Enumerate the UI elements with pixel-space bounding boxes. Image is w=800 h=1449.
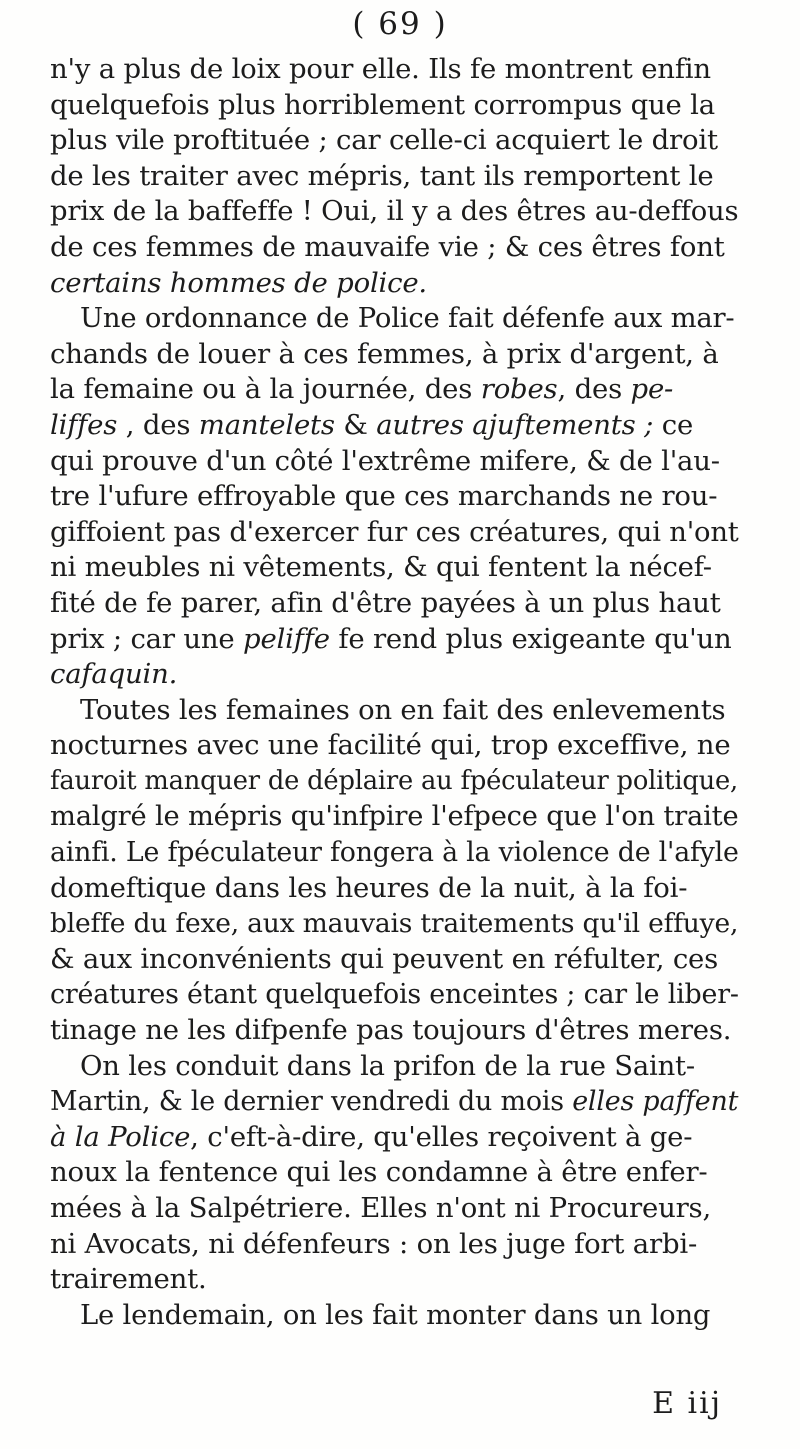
text-line <box>50 764 800 800</box>
text-line <box>50 337 800 373</box>
text-line <box>50 586 800 622</box>
text-segment: malgré le mépris qu'infpire l'efpece que l'on traite <box>50 801 739 833</box>
text-line <box>50 1049 800 1085</box>
text-line <box>50 372 800 408</box>
text-line <box>50 1120 800 1156</box>
text-segment: , des <box>557 373 631 406</box>
text-segment: de ces femmes de mauvaife vie ; & ces êtres font <box>50 230 725 263</box>
text-line <box>50 1013 800 1049</box>
text-line <box>50 230 800 266</box>
text-line <box>50 408 800 444</box>
italic-text: pe- <box>630 373 674 406</box>
text-segment: mées à la Salpétriere. Elles n'ont ni Procureurs, <box>50 1192 712 1224</box>
text-line <box>50 266 800 302</box>
text-line <box>50 515 800 551</box>
text-segment: trairement. <box>50 1263 207 1296</box>
text-segment: fe rend plus exigeante qu'un <box>329 622 732 655</box>
text-segment: , des <box>117 408 199 441</box>
text-line <box>50 1155 800 1191</box>
text-line <box>50 1227 800 1263</box>
text-line <box>50 871 800 907</box>
italic-text: à la Police <box>50 1120 191 1153</box>
text-segment: Le lendemain, on les fait monter dans un long <box>80 1299 711 1331</box>
text-line <box>50 622 800 658</box>
text-segment: & <box>334 408 377 441</box>
text-line <box>50 194 800 230</box>
text-segment: Martin, & le dernier vendredi du mois <box>50 1086 573 1118</box>
text-line <box>50 479 800 515</box>
text-line <box>50 835 800 871</box>
text-segment: tinage ne les difpenfe pas toujours d'êtres meres. <box>50 1014 732 1047</box>
text-segment: nocturnes avec une facilité qui, trop exceffive, ne <box>50 729 731 762</box>
text-line <box>50 444 800 480</box>
italic-text: autres ajuftements ; <box>376 408 654 441</box>
text-segment: de les traiter avec mépris, tant ils remportent le <box>50 159 714 192</box>
page-number: ( 69 ) <box>352 6 448 42</box>
text-segment: plus vile proftituée ; car celle-ci acquiert le droit <box>50 124 718 157</box>
text-segment: n'y a plus de loix pour elle. Ils fe montrent enfin <box>50 53 711 85</box>
text-segment: tre l'ufure effroyable que ces marchands ne rou- <box>50 480 718 513</box>
text-line <box>50 123 800 159</box>
text-segment: ce <box>653 408 694 441</box>
text-segment: quelquefois plus horriblement corrompus que la <box>50 88 715 121</box>
text-segment: ni meubles ni vêtements, & qui fentent la nécef- <box>50 551 712 584</box>
text-line <box>50 1191 800 1227</box>
text-segment: prix ; car une <box>50 622 244 655</box>
text-line <box>50 1298 800 1334</box>
italic-text: cafaquin. <box>50 658 178 691</box>
text-segment: , c'eft-à-dire, qu'elles reçoivent à ge- <box>190 1120 693 1153</box>
italic-text: certains hommes de police. <box>50 266 427 299</box>
text-segment: fauroit manquer de déplaire au fpéculateur politique, <box>50 765 739 796</box>
text-line <box>50 728 800 764</box>
text-line <box>50 906 800 942</box>
text-line <box>50 657 800 693</box>
text-line <box>50 693 800 729</box>
text-line <box>50 550 800 586</box>
text-segment: noux la fentence qui les condamne à être enfer- <box>50 1156 708 1189</box>
text-segment: ainfi. Le fpéculateur fongera à la violence de l'afyle <box>50 837 739 869</box>
text-segment: Une ordonnance de Police fait défenfe aux mar- <box>80 303 735 335</box>
italic-text: liffes <box>50 408 118 441</box>
text-line <box>50 799 800 835</box>
text-segment: qui prouve d'un côté l'extrême mifere, & de l'au- <box>50 444 720 477</box>
text-line <box>50 52 800 88</box>
text-segment: giffoient pas d'exercer fur ces créatures, qui n'ont <box>50 516 739 548</box>
text-segment: domeftique dans les heures de la nuit, à la foi- <box>50 871 688 904</box>
italic-text: peliffe <box>243 622 330 655</box>
italic-text: elles paffent <box>572 1086 739 1118</box>
signature-mark: E iij <box>652 1386 722 1421</box>
text-line <box>50 88 800 124</box>
italic-text: mantelets <box>198 408 335 441</box>
text-line <box>50 1262 800 1298</box>
text-line <box>50 977 800 1013</box>
text-segment: prix de la baffeffe ! Oui, il y a des êtres au-deffous <box>50 196 739 228</box>
text-segment: la femaine ou à la journée, des <box>50 373 481 406</box>
text-segment: chands de louer à ces femmes, à prix d'argent, à <box>50 337 719 370</box>
italic-text: robes <box>480 373 558 406</box>
text-line <box>50 942 800 978</box>
text-segment: & aux inconvénients qui peuvent en réfulter, ces <box>50 942 719 975</box>
text-line <box>50 159 800 195</box>
body-text <box>50 52 800 1333</box>
text-segment: Toutes les femaines on en fait des enlevements <box>80 694 726 726</box>
text-line <box>50 301 800 337</box>
text-segment: créatures étant quelquefois enceintes ; car le liber- <box>50 979 739 1011</box>
text-segment: fité de fe parer, afin d'être payées à un plus haut <box>50 586 721 619</box>
text-segment: ni Avocats, ni défenfeurs : on les juge fort arbi- <box>50 1227 698 1260</box>
text-segment: bleffe du fexe, aux mauvais traitements qu'il effuye, <box>50 908 739 940</box>
text-segment: On les conduit dans la prifon de la rue Saint- <box>80 1050 695 1082</box>
text-line <box>50 1084 800 1120</box>
